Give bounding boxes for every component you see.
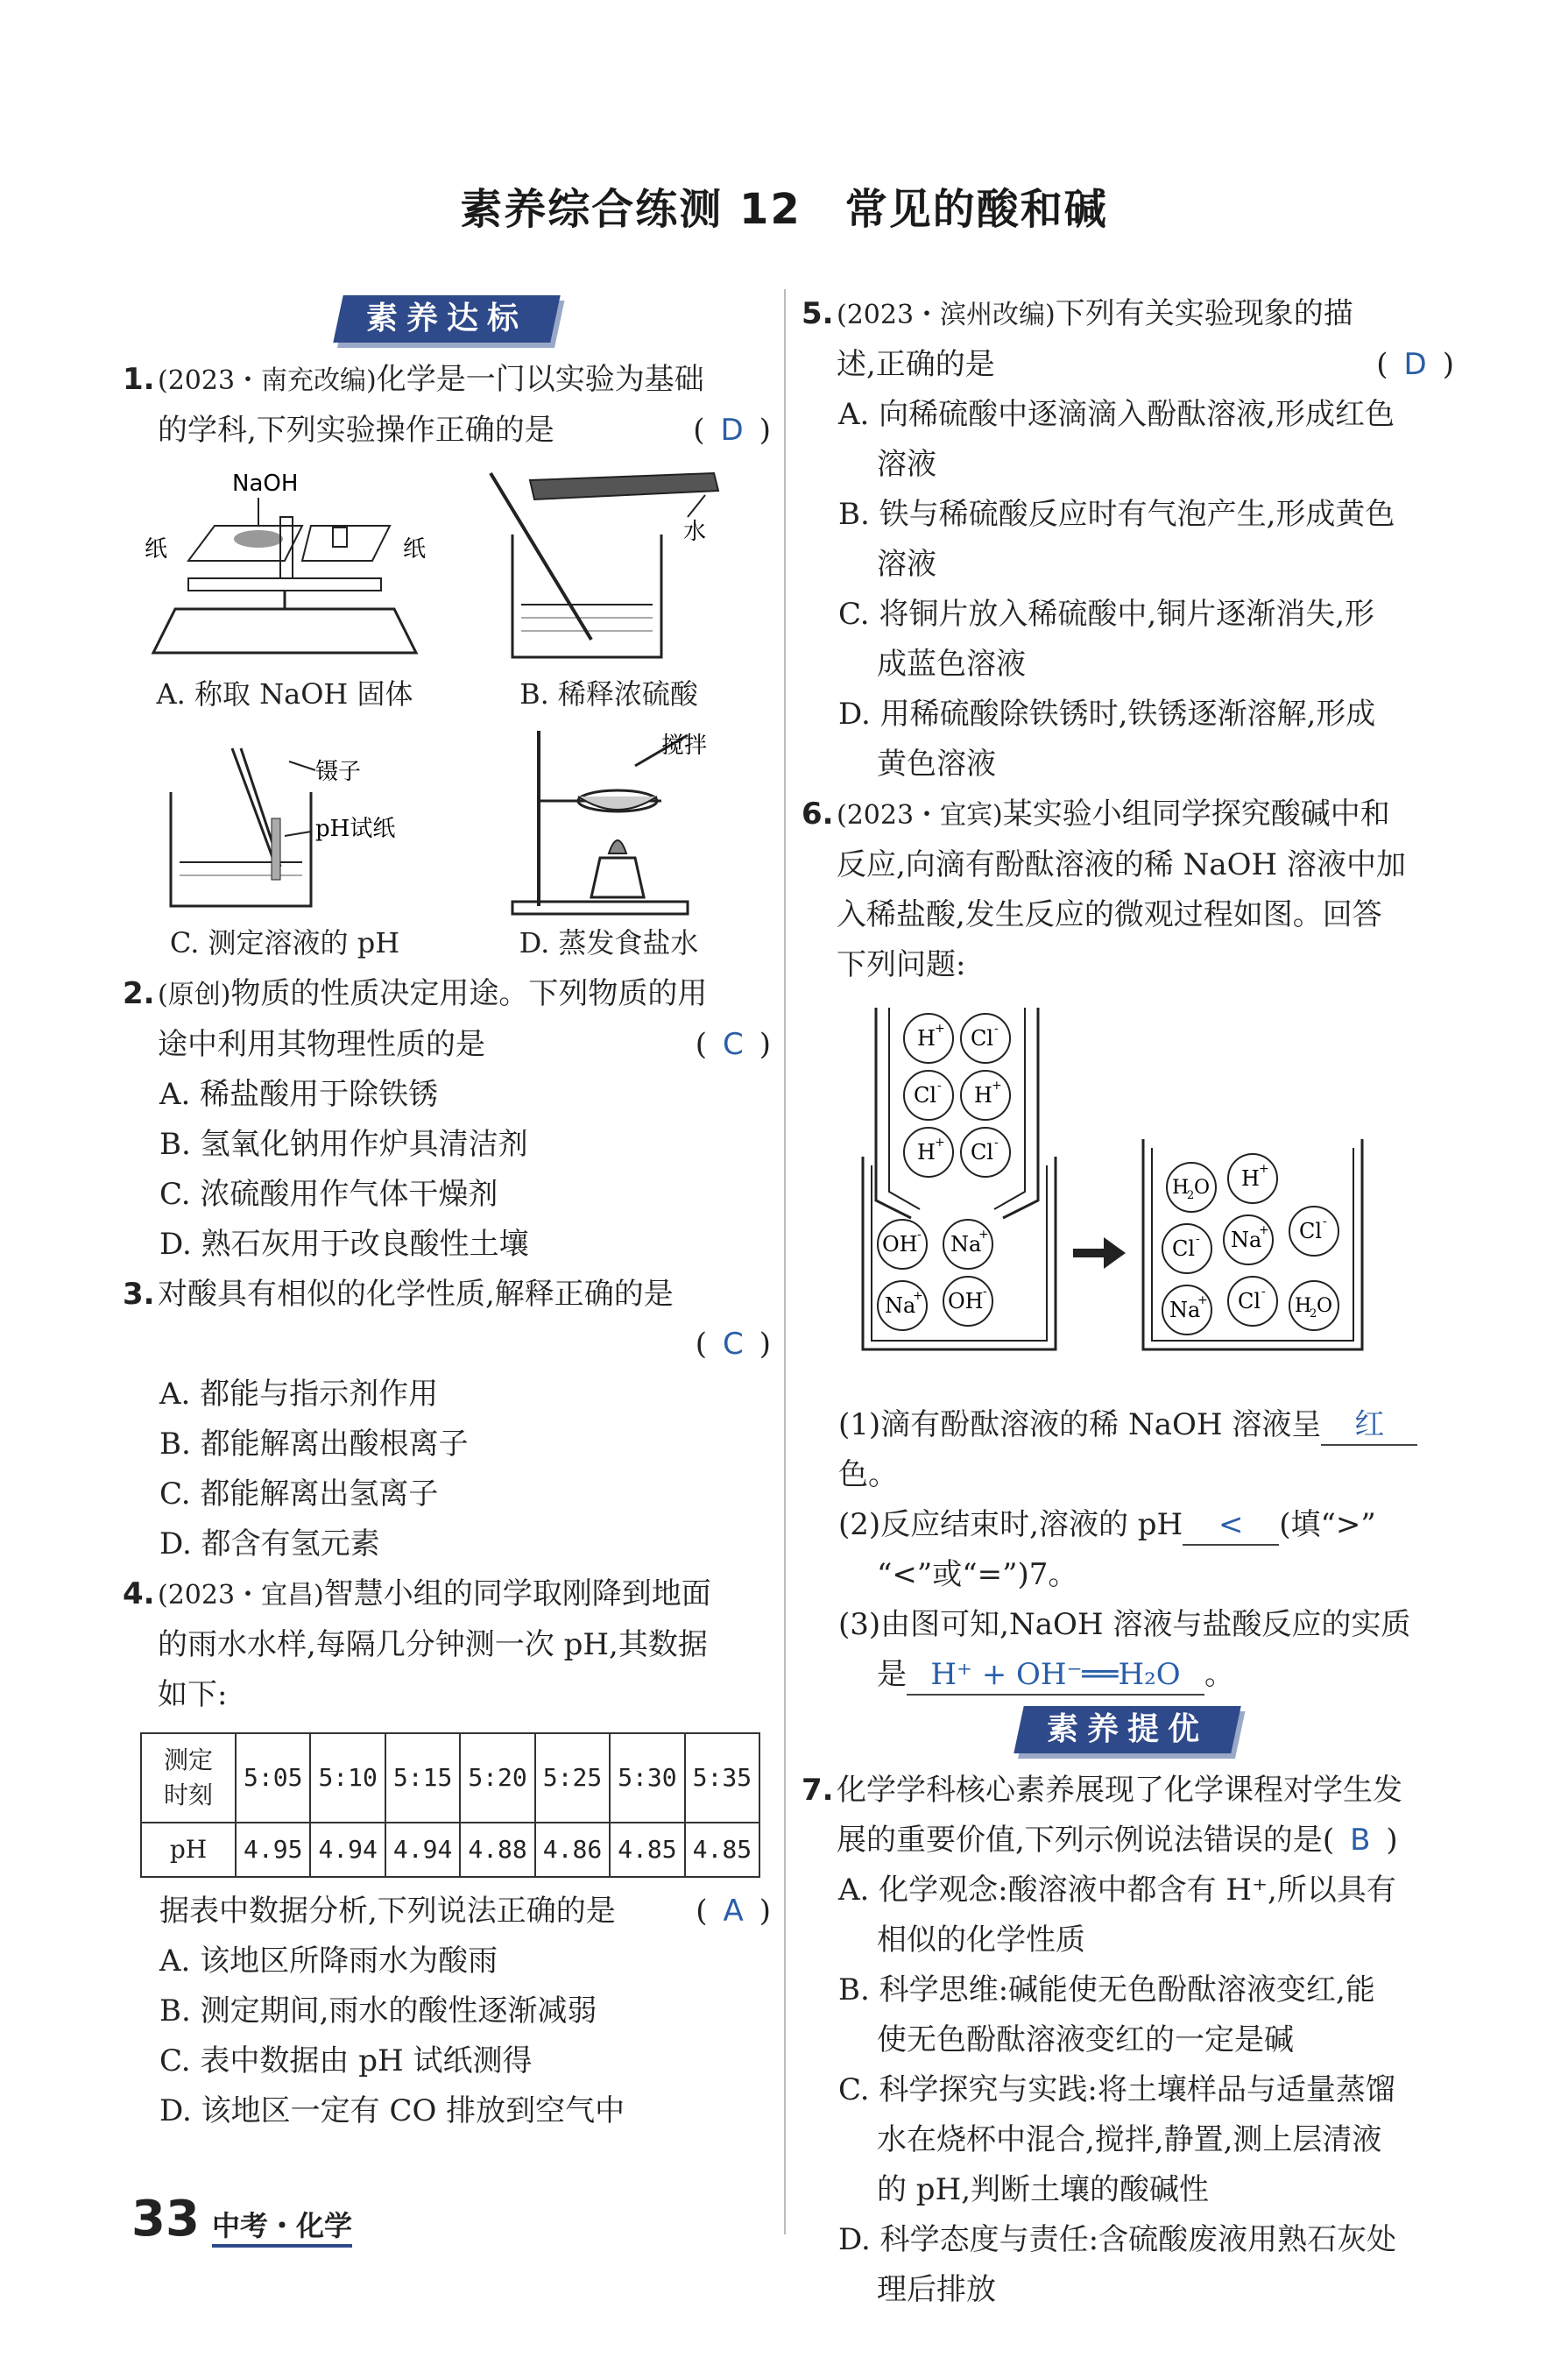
ion-cl xyxy=(961,1014,1010,1063)
answer: A xyxy=(723,1894,744,1929)
svg-text:-: - xyxy=(1323,1214,1327,1228)
svg-text:-: - xyxy=(983,1285,987,1299)
molecule-h2o xyxy=(1289,1281,1338,1330)
balance-illustration xyxy=(136,464,434,675)
ion-h xyxy=(904,1014,953,1063)
option: B. 都能解离出酸根离子 xyxy=(159,1427,469,1462)
svg-text:H: H xyxy=(917,1140,936,1165)
caption-c: C. 测定溶液的 pH xyxy=(169,926,400,959)
svg-text:H: H xyxy=(1241,1166,1260,1191)
svg-text:-: - xyxy=(937,1079,942,1093)
svg-text:Na: Na xyxy=(1231,1228,1262,1252)
fill-answer: H⁺ + OH⁻══H₂O xyxy=(907,1655,1204,1696)
question-3: 3. 对酸具有相似的化学性质,解释正确的是 ( C ) xyxy=(123,1277,771,1362)
svg-text:+: + xyxy=(913,1289,923,1303)
q6-sub-3: (3)由图可知,NaOH 溶液与盐酸反应的实质 xyxy=(838,1607,1411,1642)
caption-d: D. 蒸发食盐水 xyxy=(519,926,699,959)
option: C. 将铜片放入稀硫酸中,铜片逐渐消失,形 xyxy=(838,597,1375,632)
svg-text:Cl: Cl xyxy=(1172,1236,1196,1261)
svg-text:Cl: Cl xyxy=(971,1140,994,1165)
ion-cl xyxy=(904,1071,953,1120)
section-banner-advanced: 素养提优 xyxy=(1014,1706,1241,1753)
option: A. 化学观念:酸溶液中都含有 H⁺,所以具有 xyxy=(838,1873,1396,1908)
answer: B xyxy=(1350,1823,1371,1858)
option: A. 都能与指示剂作用 xyxy=(159,1377,439,1412)
molecule-h2o xyxy=(1167,1163,1216,1212)
table-row: pH 4.95 4.94 4.94 4.88 4.86 4.85 4.85 xyxy=(141,1823,759,1877)
dilution-illustration xyxy=(460,464,758,675)
answer: C xyxy=(722,1327,744,1362)
left-column: 素养达标 1. (2023・南充改编)化学是一门以实验为基础 的学科,下列实验操作正确的是 ( D ) NaOH 纸 纸 A. 称取 NaOH 固体 水 B. 稀释浓硫酸 镊子 pH试纸 C. 测定溶液的 pH 搅拌 D. 蒸发食盐水 2. (原创)物质的性质决定用途。下列物质的用 途中利用其物理性质的是 ( C ) A. 稀盐酸用于除铁锈 B. 氢氧化钠用作炉具清洁剂 C. 浓硫酸用作气体干燥剂 D. 熟石灰用于改良酸性土壤 3. 对酸具有相似的化学性质,解释正确的是 ( C ) A. 都能与指示剂作用 B. 都能解离出酸根离子 C. 都能解离出氢离子 D. 都含有氢元素 4. (2023・宜昌)智慧小组的同学取刚降到地面 的雨水水样,每隔几分钟测一次 pH,其数据 如下: 测定 时刻 5:05 5:10 5:15 5:20 5:25 5:30 5:35 pH 4.95 4.94 4.94 4.88 4.86 4.85 4.85 据表中数据分析,下列说法正确的是 ( A ) A. 该地区所降雨水为酸雨 B. 测定期间,雨水的酸性逐渐减弱 C. 表中数据由 pH 试纸测得 D. 该地区一定有 CO 排放到空气中 xyxy=(123,289,771,2136)
svg-text:Na: Na xyxy=(950,1232,982,1257)
subject-label: 中考・化学 xyxy=(212,2204,352,2248)
ion-na xyxy=(943,1220,992,1269)
question-6: 6. (2023・宜宾)某实验小组同学探究酸碱中和 反应,向滴有酚酞溶液的稀 NaOH 溶液中加 入稀盐酸,发生反应的微观过程如图。回答 下列问题: xyxy=(802,797,1406,982)
ion-cl xyxy=(1289,1207,1338,1256)
option: D. 用稀硫酸除铁锈时,铁锈逐渐溶解,形成 xyxy=(838,697,1376,732)
ph-data-table xyxy=(140,1732,760,1878)
ion-oh xyxy=(878,1220,927,1269)
column-divider xyxy=(784,289,786,2234)
arrow-right-icon xyxy=(1073,1237,1126,1269)
svg-text:Cl: Cl xyxy=(1238,1289,1261,1313)
svg-text:纸: 纸 xyxy=(145,536,168,563)
svg-text:-: - xyxy=(994,1022,999,1036)
option: D. 科学态度与责任:含硫酸废液用熟石灰处 xyxy=(838,2222,1397,2257)
ion-cl xyxy=(1228,1277,1277,1326)
ion-na xyxy=(1162,1285,1211,1335)
question-number: 1. xyxy=(123,362,155,397)
option: B. 氢氧化钠用作炉具清洁剂 xyxy=(159,1127,528,1162)
svg-text:H: H xyxy=(1295,1295,1312,1317)
ion-h xyxy=(1228,1154,1277,1203)
svg-text:pH试纸: pH试纸 xyxy=(315,816,396,842)
svg-text:H: H xyxy=(917,1026,936,1051)
page-title: 素养综合练测 12 常见的酸和碱 xyxy=(460,185,1108,234)
fill-answer: < xyxy=(1183,1505,1279,1546)
svg-text:Na: Na xyxy=(885,1293,916,1318)
svg-text:Cl: Cl xyxy=(914,1083,937,1108)
caption-b: B. 稀释浓硫酸 xyxy=(519,677,698,711)
svg-text:OH: OH xyxy=(948,1289,984,1313)
option: A. 向稀硫酸中逐滴滴入酚酞溶液,形成红色 xyxy=(838,397,1395,432)
option: A. 稀盐酸用于除铁锈 xyxy=(159,1077,439,1112)
neutralization-diagram xyxy=(854,1008,1454,1391)
caption-a: A. 称取 NaOH 固体 xyxy=(156,677,413,711)
svg-text:H: H xyxy=(1172,1177,1190,1199)
svg-text:+: + xyxy=(935,1022,945,1036)
figure-d-evaporation xyxy=(447,713,771,962)
svg-text:2: 2 xyxy=(1310,1307,1317,1321)
ion-h xyxy=(961,1071,1010,1120)
svg-text:O: O xyxy=(1194,1177,1211,1199)
section-banner-basic: 素养达标 xyxy=(333,295,560,343)
svg-text:Cl: Cl xyxy=(1299,1219,1323,1243)
option: B. 科学思维:碱能使无色酚酞溶液变红,能 xyxy=(838,1972,1375,2007)
svg-text:纸: 纸 xyxy=(403,536,427,563)
table-row: 测定 时刻 5:05 5:10 5:15 5:20 5:25 5:30 5:35 xyxy=(141,1733,759,1823)
svg-text:2: 2 xyxy=(1187,1189,1195,1202)
svg-text:-: - xyxy=(1261,1285,1266,1299)
option: C. 表中数据由 pH 试纸测得 xyxy=(159,2043,533,2078)
ph-test-illustration xyxy=(136,713,434,924)
option: B. 测定期间,雨水的酸性逐渐减弱 xyxy=(159,1993,597,2029)
page-number: 33 xyxy=(131,2191,200,2248)
svg-text:+: + xyxy=(992,1079,1002,1093)
question-1: 1. (2023・南充改编)化学是一门以实验为基础 的学科,下列实验操作正确的是 ( D ) xyxy=(123,355,771,456)
q6-sub-1: (1)滴有酚酞溶液的稀 NaOH 溶液呈 红色。 xyxy=(802,1400,1454,1500)
svg-text:-: - xyxy=(917,1228,922,1242)
option: D. 熟石灰用于改良酸性土壤 xyxy=(159,1227,529,1262)
ion-cl xyxy=(1162,1224,1211,1273)
fill-answer: 红 xyxy=(1321,1405,1417,1446)
svg-text:O: O xyxy=(1317,1295,1333,1317)
question-7: 7. 化学学科核心素养展现了化学课程对学生发 展的重要价值,下列示例说法错误的是( B ) xyxy=(802,1773,1402,1858)
svg-text:H: H xyxy=(974,1083,992,1108)
ion-h xyxy=(904,1128,953,1177)
option: C. 浓硫酸用作气体干燥剂 xyxy=(159,1177,498,1212)
svg-text:NaOH: NaOH xyxy=(232,471,299,497)
svg-text:-: - xyxy=(1196,1232,1200,1246)
q1-figures xyxy=(123,464,771,962)
svg-text:Cl: Cl xyxy=(971,1026,994,1051)
ion-na xyxy=(1224,1215,1273,1264)
option: A. 该地区所降雨水为酸雨 xyxy=(159,1944,498,1979)
answer-slot: ( D ) xyxy=(693,413,771,448)
svg-text:+: + xyxy=(978,1228,989,1242)
answer: D xyxy=(1403,347,1427,382)
q6-sub-2: (2)反应结束时,溶液的 pH < (填“>” xyxy=(802,1500,1454,1550)
ion-cl xyxy=(961,1128,1010,1177)
question-5: 5. (2023・滨州改编)下列有关实验现象的描 述,正确的是 ( D ) xyxy=(802,296,1454,382)
page-footer xyxy=(131,2191,352,2248)
figure-b-dilution xyxy=(447,464,771,713)
svg-text:-: - xyxy=(994,1136,999,1150)
svg-text:水: 水 xyxy=(683,519,707,545)
figure-c-ph-test xyxy=(123,713,447,962)
question-4: 4. (2023・宜昌)智慧小组的同学取刚降到地面 的雨水水样,每隔几分钟测一次 pH,其数据 如下: xyxy=(123,1576,711,1712)
answer: D xyxy=(720,413,744,448)
answer: C xyxy=(722,1027,744,1062)
svg-text:+: + xyxy=(1197,1293,1208,1307)
svg-text:Na: Na xyxy=(1169,1298,1201,1322)
ion-na xyxy=(878,1281,927,1330)
ion-oh xyxy=(943,1277,992,1326)
option: C. 都能解离出氢离子 xyxy=(159,1476,439,1512)
option: B. 铁与稀硫酸反应时有气泡产生,形成黄色 xyxy=(838,497,1395,532)
option: C. 科学探究与实践:将土壤样品与适量蒸馏 xyxy=(838,2072,1395,2107)
svg-text:+: + xyxy=(935,1136,945,1150)
right-column: 5. (2023・滨州改编)下列有关实验现象的描 述,正确的是 ( D ) A. 向稀硫酸中逐滴滴入酚酞溶液,形成红色 溶液 B. 铁与稀硫酸反应时有气泡产生,形成黄色 溶液 C. 将铜片放入稀硫酸中,铜片逐渐消失,形 成蓝色溶液 D. 用稀硫酸除铁锈时,铁锈逐渐溶解,形成 黄色溶液 6. (2023・宜宾)某实验小组同学探究酸碱中和 反应,向滴有酚酞溶液的稀 NaOH 溶液中加 入稀盐酸,发生反应的微观过程如图。回答 下列问题: H + Cl - Cl - H + H + Cl - OH - Na + Na + OH - H 2 O H + Cl - Na + Cl - Na + Cl - H 2 O (1)滴有酚酞溶液的稀 NaOH 溶液呈 红色。 (2)反应结束时,溶液的 pH < (填“>” “<”或“=”)7。 (3)由图可知,NaOH 溶液与盐酸反应的实质 是 H⁺ + OH⁻══H₂O 。 素养提优 7. 化学学科核心素养展现了化学课程对学生发 展的重要价值,下列示例说法错误的是( B ) A. 化学观念:酸溶液中都含有 H⁺,所以具有 相似的化学性质 B. 科学思维:碱能使无色酚酞溶液变红,能 使无色酚酞溶液变红的一定是碱 C. 科学探究与实践:将土壤样品与适量蒸馏 水在烧杯中混合,搅拌,静置,测上层清液 的 pH,判断土壤的酸碱性 D. 科学态度与责任:含硫酸废液用熟石灰处 理后排放 xyxy=(802,289,1454,2315)
ion-illustration xyxy=(854,1008,1415,1376)
figure-a-balance xyxy=(123,464,447,713)
svg-text:+: + xyxy=(1259,1162,1269,1176)
svg-text:+: + xyxy=(1259,1223,1269,1237)
svg-text:搅拌: 搅拌 xyxy=(661,733,708,759)
svg-text:镊子: 镊子 xyxy=(315,759,362,785)
svg-text:OH: OH xyxy=(882,1232,918,1257)
option: D. 都含有氢元素 xyxy=(159,1526,380,1561)
evaporation-illustration xyxy=(460,713,758,924)
option: D. 该地区一定有 CO 排放到空气中 xyxy=(159,2093,625,2128)
question-2: 2. (原创)物质的性质决定用途。下列物质的用 途中利用其物理性质的是 ( C ) xyxy=(123,976,771,1062)
